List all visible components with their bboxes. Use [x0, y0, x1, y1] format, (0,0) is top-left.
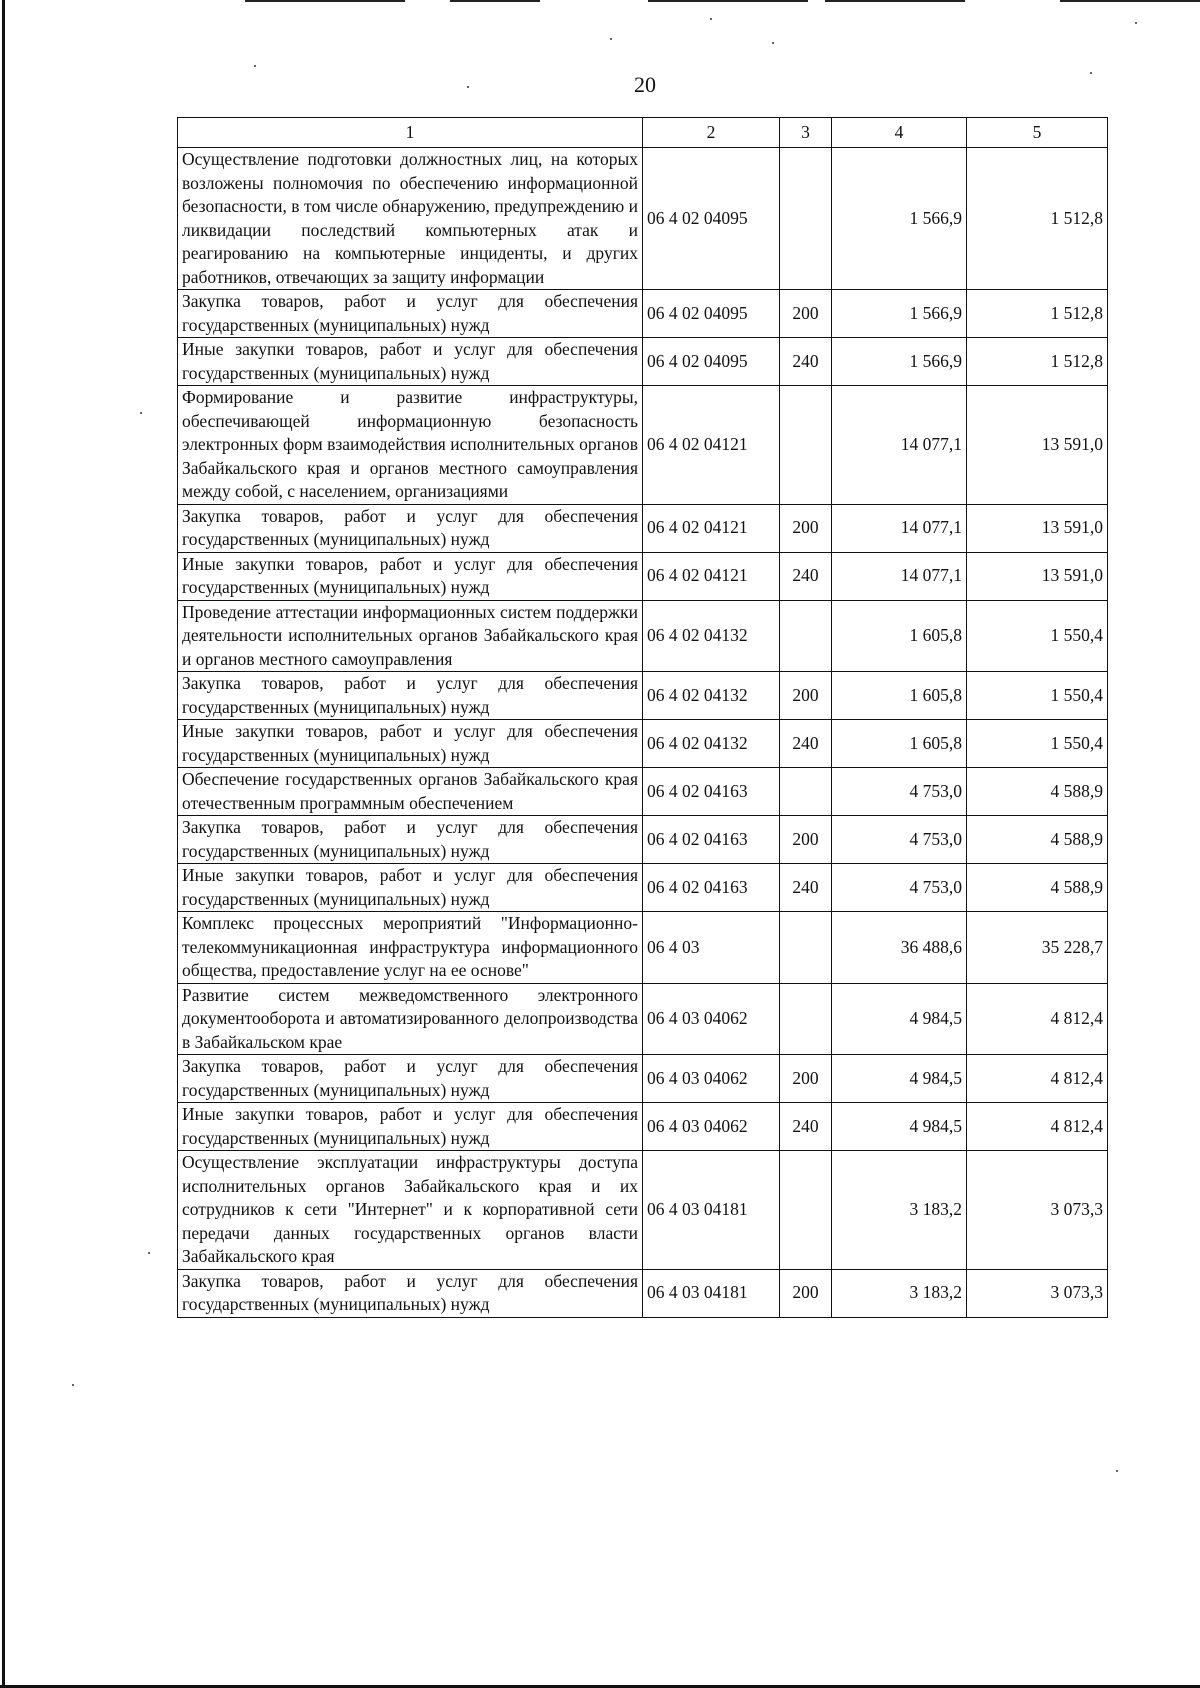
row-type-cell: 200 — [780, 290, 832, 338]
row-type-cell — [780, 768, 832, 816]
table-row — [178, 148, 1108, 290]
row-value-col5-cell: 13 591,0 — [967, 386, 1108, 505]
row-code-cell: 06 4 02 04121 — [643, 386, 780, 505]
row-value-col4-cell: 3 183,2 — [832, 1151, 967, 1270]
row-value-col4-cell: 36 488,6 — [832, 912, 967, 984]
row-value-col5-cell: 1 512,8 — [967, 338, 1108, 386]
scan-dot — [772, 42, 774, 44]
table-header-row — [178, 118, 1108, 148]
column-header: 5 — [967, 118, 1108, 148]
column-header: 3 — [780, 118, 832, 148]
row-type-cell — [780, 1151, 832, 1270]
row-name-cell: Закупка товаров, работ и услуг для обеспечения государственных (муниципальных) нужд — [178, 290, 643, 338]
row-name-cell: Закупка товаров, работ и услуг для обеспечения государственных (муниципальных) нужд — [178, 672, 643, 720]
row-type-cell: 200 — [780, 816, 832, 864]
row-type-cell — [780, 386, 832, 505]
row-code-cell: 06 4 02 04132 — [643, 672, 780, 720]
table-row — [178, 912, 1108, 984]
column-header: 1 — [178, 118, 643, 148]
row-type-cell — [780, 148, 832, 290]
row-value-col4-cell: 4 753,0 — [832, 816, 967, 864]
row-code-cell: 06 4 03 04181 — [643, 1151, 780, 1270]
row-value-col5-cell: 3 073,3 — [967, 1269, 1108, 1317]
scan-dot — [148, 1252, 150, 1254]
scan-dot — [1135, 22, 1137, 24]
scan-artifact-line — [825, 0, 965, 2]
row-value-col5-cell: 4 812,4 — [967, 1055, 1108, 1103]
table-row — [178, 338, 1108, 386]
row-code-cell: 06 4 03 04062 — [643, 1103, 780, 1151]
row-value-col4-cell: 4 753,0 — [832, 864, 967, 912]
scan-artifact-line — [245, 0, 405, 2]
row-name-cell: Иные закупки товаров, работ и услуг для обеспечения государственных (муниципальных) нужд — [178, 1103, 643, 1151]
row-type-cell — [780, 912, 832, 984]
row-value-col4-cell: 1 566,9 — [832, 148, 967, 290]
row-code-cell: 06 4 02 04095 — [643, 148, 780, 290]
row-name-cell: Иные закупки товаров, работ и услуг для обеспечения государственных (муниципальных) нужд — [178, 552, 643, 600]
table-row — [178, 1103, 1108, 1151]
row-value-col4-cell: 1 566,9 — [832, 338, 967, 386]
row-value-col4-cell: 1 605,8 — [832, 720, 967, 768]
row-value-col5-cell: 3 073,3 — [967, 1151, 1108, 1270]
row-name-cell: Иные закупки товаров, работ и услуг для обеспечения государственных (муниципальных) нужд — [178, 338, 643, 386]
row-code-cell: 06 4 03 04062 — [643, 983, 780, 1055]
row-name-cell: Закупка товаров, работ и услуг для обеспечения государственных (муниципальных) нужд — [178, 816, 643, 864]
table-body — [178, 148, 1108, 1318]
row-value-col4-cell: 4 753,0 — [832, 768, 967, 816]
row-name-cell: Закупка товаров, работ и услуг для обеспечения государственных (муниципальных) нужд — [178, 1055, 643, 1103]
table-row — [178, 1151, 1108, 1270]
row-name-cell: Закупка товаров, работ и услуг для обеспечения государственных (муниципальных) нужд — [178, 1269, 643, 1317]
budget-table — [177, 117, 1108, 1318]
table-row — [178, 1269, 1108, 1317]
column-header: 2 — [643, 118, 780, 148]
row-code-cell: 06 4 02 04095 — [643, 338, 780, 386]
row-type-cell: 240 — [780, 552, 832, 600]
row-name-cell: Обеспечение государственных органов Забайкальского края отечественным программным обеспечением — [178, 768, 643, 816]
row-type-cell: 240 — [780, 720, 832, 768]
row-type-cell: 240 — [780, 864, 832, 912]
scan-artifact-line — [1060, 0, 1200, 2]
row-type-cell: 200 — [780, 1269, 832, 1317]
table-row — [178, 864, 1108, 912]
scan-dot — [710, 18, 712, 20]
table-row — [178, 386, 1108, 505]
row-type-cell: 200 — [780, 672, 832, 720]
scan-left-edge — [2, 0, 5, 1688]
scan-dot — [72, 1384, 74, 1386]
row-type-cell: 200 — [780, 504, 832, 552]
row-name-cell: Закупка товаров, работ и услуг для обеспечения государственных (муниципальных) нужд — [178, 504, 643, 552]
row-value-col4-cell: 14 077,1 — [832, 386, 967, 505]
row-name-cell: Формирование и развитие инфраструктуры, обеспечивающей информационную безопасность электронных форм взаимодействия исполнительных органов Забайкальского края и органов местного самоуправления между собой, с населением, организациями — [178, 386, 643, 505]
table-row — [178, 768, 1108, 816]
row-code-cell: 06 4 02 04163 — [643, 864, 780, 912]
table-row — [178, 1055, 1108, 1103]
row-value-col4-cell: 14 077,1 — [832, 504, 967, 552]
row-type-cell: 240 — [780, 1103, 832, 1151]
table-row — [178, 504, 1108, 552]
row-value-col5-cell: 4 588,9 — [967, 816, 1108, 864]
row-type-cell: 200 — [780, 1055, 832, 1103]
row-value-col4-cell: 1 566,9 — [832, 290, 967, 338]
row-value-col4-cell: 4 984,5 — [832, 1055, 967, 1103]
row-value-col5-cell: 4 588,9 — [967, 864, 1108, 912]
table-row — [178, 720, 1108, 768]
row-value-col5-cell: 4 588,9 — [967, 768, 1108, 816]
row-value-col5-cell: 1 550,4 — [967, 600, 1108, 672]
row-value-col5-cell: 1 512,8 — [967, 148, 1108, 290]
table-row — [178, 983, 1108, 1055]
row-name-cell: Развитие систем межведомственного электронного документооборота и автоматизированного делопроизводства в Забайкальском крае — [178, 983, 643, 1055]
row-code-cell: 06 4 02 04163 — [643, 816, 780, 864]
row-code-cell: 06 4 02 04132 — [643, 600, 780, 672]
row-value-col4-cell: 14 077,1 — [832, 552, 967, 600]
row-code-cell: 06 4 02 04121 — [643, 552, 780, 600]
row-name-cell: Осуществление подготовки должностных лиц, на которых возложены полномочия по обеспечению информационной безопасности, в том числе обнаружению, предупреждению и ликвидации последствий компьютерных атак и реагированию на компьютерные инциденты, и других работников, отвечающих за защиту информации — [178, 148, 643, 290]
row-value-col4-cell: 4 984,5 — [832, 1103, 967, 1151]
row-name-cell: Осуществление эксплуатации инфраструктуры доступа исполнительных органов Забайкальского края и их сотрудников к сети "Интернет" и к корпоративной сети передачи данных государственных органов власти Забайкальского края — [178, 1151, 643, 1270]
scan-dot — [140, 412, 142, 414]
row-value-col5-cell: 13 591,0 — [967, 504, 1108, 552]
row-code-cell: 06 4 02 04095 — [643, 290, 780, 338]
row-code-cell: 06 4 03 04181 — [643, 1269, 780, 1317]
row-value-col5-cell: 35 228,7 — [967, 912, 1108, 984]
table-row — [178, 600, 1108, 672]
page-number: 20 — [634, 72, 656, 97]
row-type-cell — [780, 983, 832, 1055]
row-value-col4-cell: 1 605,8 — [832, 672, 967, 720]
row-value-col5-cell: 13 591,0 — [967, 552, 1108, 600]
scan-dot — [1116, 1470, 1118, 1472]
row-name-cell: Комплекс процессных мероприятий "Информационно-телекоммуникационная инфраструктура информационного общества, предоставление услуг на ее основе" — [178, 912, 643, 984]
table-row — [178, 672, 1108, 720]
row-type-cell: 240 — [780, 338, 832, 386]
scan-dot — [254, 65, 256, 67]
row-code-cell: 06 4 02 04132 — [643, 720, 780, 768]
row-value-col5-cell: 4 812,4 — [967, 1103, 1108, 1151]
table-row — [178, 552, 1108, 600]
row-value-col4-cell: 4 984,5 — [832, 983, 967, 1055]
row-code-cell: 06 4 02 04121 — [643, 504, 780, 552]
row-name-cell: Проведение аттестации информационных систем поддержки деятельности исполнительных органов Забайкальского края и органов местного самоуправления — [178, 600, 643, 672]
row-value-col5-cell: 1 550,4 — [967, 672, 1108, 720]
row-value-col5-cell: 1 550,4 — [967, 720, 1108, 768]
row-value-col5-cell: 4 812,4 — [967, 983, 1108, 1055]
scan-artifact-line — [648, 0, 808, 2]
table-row — [178, 290, 1108, 338]
column-header: 4 — [832, 118, 967, 148]
row-value-col4-cell: 3 183,2 — [832, 1269, 967, 1317]
row-code-cell: 06 4 02 04163 — [643, 768, 780, 816]
row-value-col4-cell: 1 605,8 — [832, 600, 967, 672]
table-row — [178, 816, 1108, 864]
row-code-cell: 06 4 03 04062 — [643, 1055, 780, 1103]
row-type-cell — [780, 600, 832, 672]
scan-dot — [610, 38, 612, 40]
row-name-cell: Иные закупки товаров, работ и услуг для обеспечения государственных (муниципальных) нужд — [178, 864, 643, 912]
scan-artifact-line — [450, 0, 540, 2]
row-name-cell: Иные закупки товаров, работ и услуг для обеспечения государственных (муниципальных) нужд — [178, 720, 643, 768]
row-value-col5-cell: 1 512,8 — [967, 290, 1108, 338]
row-code-cell: 06 4 03 — [643, 912, 780, 984]
